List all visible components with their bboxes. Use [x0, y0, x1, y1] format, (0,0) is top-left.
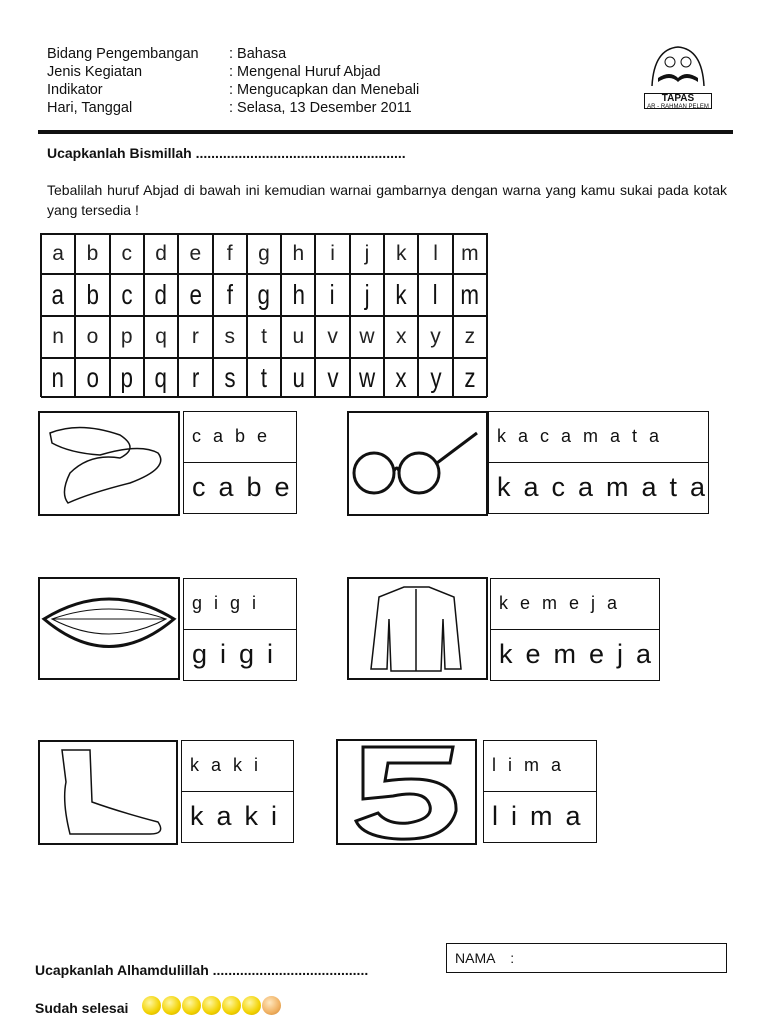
- letter: e: [189, 279, 202, 310]
- header-info: [47, 45, 419, 117]
- trace-letter-z: [453, 316, 487, 358]
- bold-letter-i: [315, 274, 349, 316]
- letter: j: [364, 279, 370, 310]
- bold-letter-q: [144, 358, 178, 398]
- letter: s: [224, 362, 236, 393]
- letter: b: [86, 242, 99, 265]
- trace-letter-p: [110, 316, 144, 358]
- letter: q: [154, 362, 168, 393]
- letter: j: [364, 242, 370, 265]
- trace-letter-t: [247, 316, 281, 358]
- foot-picture: [38, 740, 178, 845]
- trace-letter-a: [41, 234, 75, 274]
- trace-letter-y: [418, 316, 452, 358]
- grin-smiley-icon: [222, 996, 241, 1015]
- letter: v: [327, 362, 339, 393]
- letter: i: [330, 242, 335, 265]
- school-logo: [644, 44, 712, 110]
- logo-title: TAPAS: [661, 93, 695, 104]
- letter: l: [433, 242, 438, 265]
- trace-letter-j: [350, 234, 384, 274]
- letter: q: [155, 325, 167, 348]
- logo-subtitle: AR - RAHMAN PELEM: [647, 104, 709, 110]
- smiley-icon: [182, 996, 201, 1015]
- blush-smiley-icon: [262, 996, 281, 1015]
- letter: z: [464, 362, 476, 393]
- trace-letter-o: [75, 316, 109, 358]
- bold-word: kaki: [190, 801, 291, 832]
- letter: p: [120, 362, 133, 393]
- opening-prayer: Ucapkanlah Bismillah ......................................................: [47, 145, 406, 161]
- letter: n: [52, 325, 64, 348]
- letter: y: [429, 362, 442, 393]
- bold-letter-c: [110, 274, 144, 316]
- letter: d: [155, 242, 167, 265]
- value: : Mengucapkan dan Menebali: [229, 82, 420, 98]
- letter: n: [51, 362, 65, 393]
- word-card-gigi: [183, 578, 297, 681]
- smiley-row: [142, 996, 282, 1020]
- letter: l: [433, 279, 439, 310]
- bold-letter-m: [453, 274, 487, 316]
- number-five-picture: [336, 739, 477, 845]
- trace-word: lima: [484, 741, 596, 792]
- letter: y: [430, 325, 441, 348]
- letter: d: [154, 279, 168, 310]
- trace-letter-x: [384, 316, 418, 358]
- value: : Bahasa: [229, 46, 287, 62]
- bold-word: gigi: [192, 639, 287, 670]
- trace-letter-r: [178, 316, 212, 358]
- letter: h: [292, 242, 305, 265]
- laughing-smiley-icon: [142, 996, 161, 1015]
- word-card-cabe: [183, 411, 303, 514]
- bold-letter-u: [281, 358, 315, 398]
- trace-letter-m: [453, 234, 487, 274]
- bold-letter-y: [418, 358, 452, 398]
- letter: r: [191, 325, 199, 348]
- trace-word: kemeja: [491, 579, 659, 630]
- bold-letter-s: [213, 358, 247, 398]
- letter: a: [52, 242, 64, 265]
- cool-smiley-icon: [162, 996, 181, 1015]
- trace-word: kacamata: [489, 412, 708, 463]
- letter: c: [121, 279, 133, 310]
- bold-letter-k: [384, 274, 418, 316]
- chili-pepper-picture: [38, 411, 180, 516]
- letter: b: [86, 279, 99, 310]
- bold-letter-v: [315, 358, 349, 398]
- trace-letter-e: [178, 234, 212, 274]
- letter: u: [292, 325, 305, 348]
- label: Bidang Pengembangan: [47, 46, 199, 62]
- value: : Selasa, 13 Desember 2011: [229, 100, 412, 116]
- shirt-picture: [347, 577, 488, 680]
- trace-letter-d: [144, 234, 178, 274]
- word-card-lima: [483, 740, 597, 843]
- label: Jenis Kegiatan: [47, 64, 143, 80]
- instruction-text: Tebalilah huruf Abjad di bawah ini kemudian warnai gambarnya dengan warna yang kamu sukai pada kotak yang tersedia !: [47, 182, 727, 218]
- letter: t: [261, 325, 267, 348]
- bold-word: kemeja: [499, 639, 665, 670]
- bold-letter-t: [247, 358, 281, 398]
- word-card-kemeja: [490, 578, 665, 681]
- letter: p: [120, 325, 133, 348]
- bold-letter-w: [350, 358, 384, 398]
- happy-smiley-icon: [242, 996, 261, 1015]
- letter: s: [224, 325, 235, 348]
- letter: w: [358, 362, 376, 393]
- word-card-kaki: [181, 740, 294, 843]
- header-divider: [38, 130, 733, 134]
- letter: k: [395, 279, 407, 310]
- letter: f: [226, 242, 233, 265]
- letter: v: [327, 325, 338, 348]
- bold-letter-a: [41, 274, 75, 316]
- bold-letter-r: [178, 358, 212, 398]
- trace-letter-l: [418, 234, 452, 274]
- letter: g: [257, 279, 271, 310]
- letter: z: [464, 325, 476, 348]
- letter: w: [359, 325, 375, 348]
- letter: o: [86, 325, 99, 348]
- trace-letter-n: [41, 316, 75, 358]
- trace-letter-h: [281, 234, 315, 274]
- bold-word: cabe: [192, 472, 303, 503]
- letter: i: [330, 279, 336, 310]
- letter: f: [226, 279, 233, 310]
- trace-letter-u: [281, 316, 315, 358]
- bold-letter-p: [110, 358, 144, 398]
- trace-letter-v: [315, 316, 349, 358]
- trace-word: gigi: [184, 579, 296, 630]
- trace-letter-k: [384, 234, 418, 274]
- letter: k: [395, 242, 407, 265]
- glasses-picture: [347, 411, 488, 516]
- bold-letter-g: [247, 274, 281, 316]
- trace-word: kaki: [182, 741, 293, 792]
- bold-letter-n: [41, 358, 75, 398]
- word-card-kacamata: [488, 411, 719, 514]
- trace-letter-s: [213, 316, 247, 358]
- value: : Mengenal Huruf Abjad: [229, 64, 381, 80]
- letter: m: [460, 279, 480, 310]
- trace-letter-f: [213, 234, 247, 274]
- bold-letter-d: [144, 274, 178, 316]
- letter: e: [189, 242, 202, 265]
- letter: h: [292, 279, 305, 310]
- bold-letter-x: [384, 358, 418, 398]
- letter: o: [86, 362, 99, 393]
- alphabet-grid: [40, 233, 488, 397]
- bold-letter-f: [213, 274, 247, 316]
- bold-letter-e: [178, 274, 212, 316]
- bold-letter-z: [453, 358, 487, 398]
- letter: t: [260, 362, 268, 393]
- bold-letter-l: [418, 274, 452, 316]
- letter: x: [395, 325, 407, 348]
- letter: m: [461, 242, 479, 265]
- bold-word: lima: [492, 801, 594, 832]
- letter: c: [121, 242, 133, 265]
- trace-letter-c: [110, 234, 144, 274]
- letter: g: [258, 242, 270, 265]
- trace-letter-i: [315, 234, 349, 274]
- label: Hari, Tanggal: [47, 100, 133, 116]
- letter: r: [191, 362, 200, 393]
- bold-letter-h: [281, 274, 315, 316]
- letter: a: [51, 279, 65, 310]
- done-label: Sudah selesai: [35, 1000, 129, 1016]
- letter: x: [395, 362, 407, 393]
- label: Indikator: [47, 82, 103, 98]
- teeth-picture: [38, 577, 180, 680]
- bold-word: kacamata: [497, 472, 719, 503]
- trace-letter-q: [144, 316, 178, 358]
- bold-letter-b: [75, 274, 109, 316]
- trace-word: cabe: [184, 412, 296, 463]
- bold-letter-j: [350, 274, 384, 316]
- trace-letter-w: [350, 316, 384, 358]
- letter: u: [292, 362, 305, 393]
- excited-smiley-icon: [202, 996, 221, 1015]
- name-field[interactable]: NAMA :: [446, 943, 727, 973]
- trace-letter-g: [247, 234, 281, 274]
- closing-prayer: Ucapkanlah Alhamdulillah ........................................: [35, 962, 369, 978]
- bold-letter-o: [75, 358, 109, 398]
- trace-letter-b: [75, 234, 109, 274]
